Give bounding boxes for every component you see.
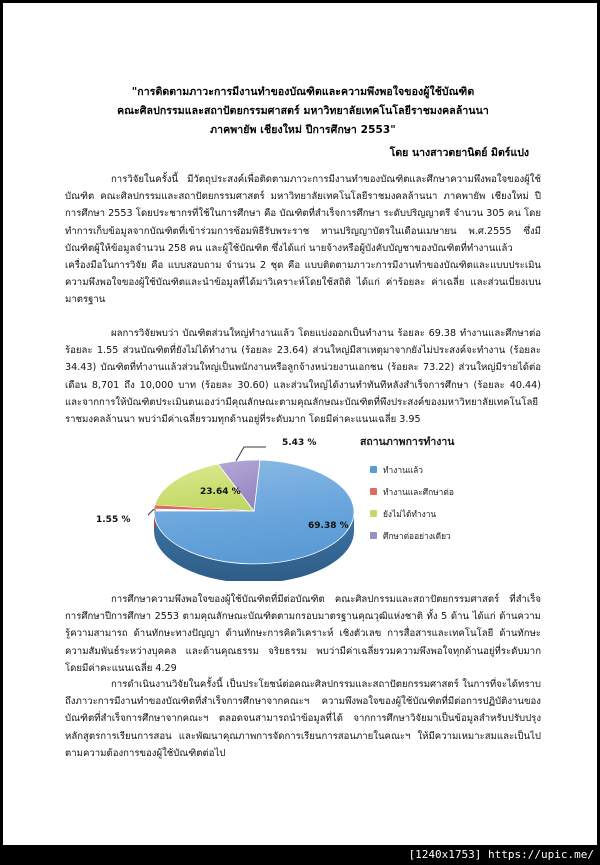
footer-watermark: [1240x1753] https://upic.me/	[408, 848, 594, 861]
legend-label-work-and-study: ทำงานและศึกษาต่อ	[383, 486, 454, 497]
pie-label-study-only: 5.43 %	[282, 438, 317, 448]
paragraph-4-text: การศึกษาความพึงพอใจของผู้ใช้บัณฑิตที่มีต่อบัณฑิต คณะศิลปกรรมและสถาปัตยกรรมศาสตร์ ที่สำเร็จการศึกษาปีการศึกษา 2553 ตามคุณลักษณะบัณฑิตตามกรอบมาตรฐานคุณวุฒิแห่งชาติ ทั้ง 5 ด้าน ได้แก่ ด้านความรู้ความสามารถ ด้านทักษะทางปัญญา ด้านทักษะการคิดวิเคราะห์ เชิงตัวเลข การสื่อสารและเทคโนโลยี ด้านทักษะความสัมพันธ์ระหว่างบุคคล และด้านคุณธรรม จริยธรรม พบว่ามีค่าเฉลี่ยรวมความพึงพอใจทุกด้านอยู่ที่ระดับมาก โดยมีค่าคะแนนเฉลี่ย 4.29	[65, 594, 541, 674]
paragraph-4	[65, 591, 541, 677]
paragraph-1	[65, 171, 541, 257]
legend-label-unemployed: ยังไม่ได้ทำงาน	[383, 508, 437, 519]
legend-item-work-and-study	[370, 483, 520, 500]
paragraph-3-text: ผลการวิจัยพบว่า บัณฑิตส่วนใหญ่ทำงานแล้ว โดยแบ่งออกเป็นทำงาน ร้อยละ 69.38 ทำงานและศึกษาต่อ ร้อยละ 1.55 ส่วนบัณฑิตที่ยังไม่ได้ทำงาน (ร้อยละ 23.64) ส่วนใหญ่มีสาเหตุมาจากยังไม่ประสงค์จะทำงาน (ร้อยละ 34.43) บัณฑิตที่ทำงานแล้วส่วนใหญ่เป็นพนักงานหรือลูกจ้างหน่วยงานเอกชน (ร้อยละ 73.22) ส่วนใหญ่มีรายได้ต่อเดือน 8,701 ถึง 10,000 บาท (ร้อยละ 30.60) และส่วนใหญ่ได้งานทำทันทีหลังสำเร็จการศึกษา (ร้อยละ 40.44) และจากการให้บัณฑิตประเมินตนเองว่ามีคุณลักษณะตามคุณลักษณะบัณฑิตที่พึงประสงค์ของมหาวิทยาลัยเทคโนโลยีราชมงคลล้านนา พบว่ามีค่าเฉลี่ยรวมทุกด้านอยู่ที่ระดับมาก โดยมีค่าคะแนนเฉลี่ย 3.95	[65, 328, 541, 426]
author-byline: โดย นางสาวตยานิตย์ มิตร์แปง	[389, 147, 529, 159]
pie-label-unemployed: 23.64 %	[200, 487, 241, 497]
paragraph-5-text: การดำเนินงานวิจัยในครั้งนี้ เป็นประโยชน์ต่อคณะศิลปกรรมและสถาปัตยกรรมศาสตร์ ในการที่จะได้ทราบถึงภาวะการมีงานทำของบัณฑิตที่สำเร็จการศึกษาจากคณะฯ ความพึงพอใจของผู้ใช้บัณฑิตที่มีต่อการปฏิบัติงานของบัณฑิตที่สำเร็จการศึกษาจากคณะฯ ตลอดจนสามารถนำข้อมูลที่ได้ จากการศึกษาวิจัยมาเป็นข้อมูลสำหรับปรับปรุงหลักสูตรการเรียนการสอน และพัฒนาคุณภาพการจัดการเรียนการสอนภายในคณะฯ ให้มีความเหมาะสมและเป็นไปตามความต้องการของผู้ใช้บัณฑิตต่อไป	[65, 679, 541, 759]
legend-swatch-purple-icon	[370, 532, 377, 539]
paragraph-3	[65, 325, 541, 428]
page-title	[65, 83, 541, 140]
pie-graphic	[96, 438, 360, 581]
employment-status-pie-chart	[98, 421, 518, 581]
title-line-2: คณะศิลปกรรมและสถาปัตยกรรมศาสตร์ มหาวิทยาลัยเทคโนโลยีราชมงคลล้านนา	[117, 105, 489, 117]
pie-label-employed: 69.38 %	[308, 521, 349, 531]
document-page	[3, 3, 597, 845]
paragraph-2	[65, 257, 541, 309]
title-line-1: "การติดตามภาวะการมีงานทำของบัณฑิตและความพึงพอใจของผู้ใช้บัณฑิต	[131, 86, 475, 98]
legend-item-study-only	[370, 527, 520, 544]
pie-svg	[148, 439, 360, 581]
chart-legend	[370, 461, 520, 549]
legend-swatch-red-icon	[370, 488, 377, 495]
chart-title: สถานภาพการทำงาน	[360, 436, 455, 448]
paragraph-5	[65, 676, 541, 762]
legend-swatch-blue-icon	[370, 466, 377, 473]
title-line-3: ภาคพายัพ เชียงใหม่ ปีการศึกษา 2553"	[210, 124, 396, 136]
leader-line-work-and-study	[148, 509, 154, 521]
paragraph-1-text: การวิจัยในครั้งนี้ มีวัตถุประสงค์เพื่อติดตามภาวะการมีงานทำของบัณฑิตและศึกษาความพึงพอใจของผู้ใช้บัณฑิต คณะศิลปกรรมและสถาปัตยกรรมศาสตร์ มหาวิทยาลัยเทคโนโลยีราชมงคลล้านนา ภาคพายัพ เชียงใหม่ ปีการศึกษา 2553 โดยประชากรที่ใช้ในการศึกษา คือ บัณฑิตที่สำเร็จการศึกษา ระดับปริญญาตรี จำนวน 305 คน โดยทำการเก็บข้อมูลจากบัณฑิตที่เข้าร่วมการซ้อมพิธีรับพระราช ทานปริญญาบัตรในเดือนเมษายน พ.ศ.2555 ซึ่งมีบัณฑิตผู้ให้ข้อมูลจำนวน 258 คน และผู้ใช้บัณฑิต ซึ่งได้แก่ นายจ้างหรือผู้บังคับบัญชาของบัณฑิตที่ทำงานแล้ว	[65, 174, 541, 254]
legend-label-study-only: ศึกษาต่ออย่างเดียว	[383, 530, 451, 541]
pie-label-work-and-study: 1.55 %	[96, 515, 131, 525]
legend-item-employed	[370, 461, 520, 478]
legend-swatch-green-icon	[370, 510, 377, 517]
paragraph-2-text: เครื่องมือในการวิจัย คือ แบบสอบถาม จำนวน 2 ชุด คือ แบบติดตามภาวะการมีงานทำของบัณฑิตและแบบประเมินความพึงพอใจของผู้ใช้บัณฑิตและนำข้อมูลที่ได้มาวิเคราะห์โดยใช้สถิติ ได้แก่ ค่าร้อยละ ค่าเฉลี่ย และส่วนเบี่ยงเบนมาตรฐาน	[65, 260, 541, 306]
legend-label-employed: ทำงานแล้ว	[383, 464, 423, 475]
leader-line-study-only	[236, 447, 266, 461]
legend-item-unemployed	[370, 505, 520, 522]
